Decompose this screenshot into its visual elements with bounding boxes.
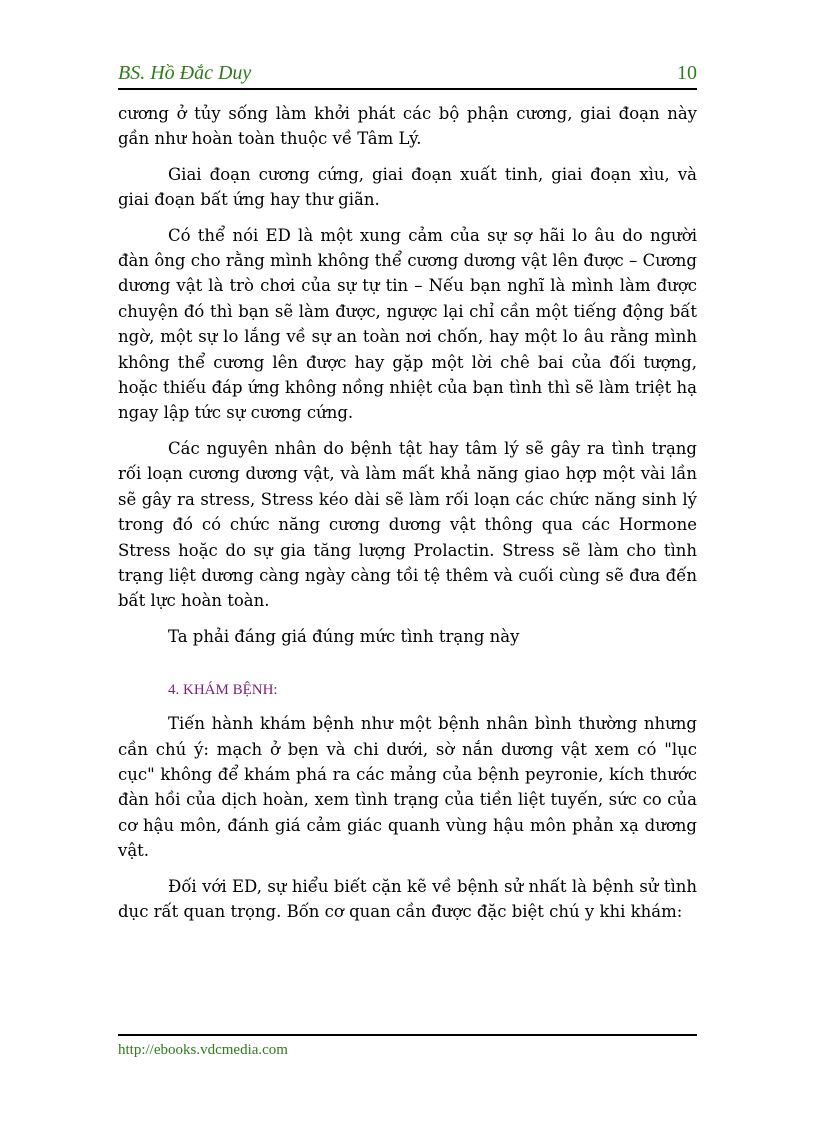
- paragraph: cương ở tủy sống làm khởi phát các bộ phận cương, giai đoạn này gần như hoàn toàn thuộc về Tâm Lý.: [118, 104, 697, 149]
- footer-link[interactable]: http://ebooks.vdcmedia.com: [118, 1042, 288, 1058]
- section-heading: 4. KHÁM BỆNH:: [168, 682, 278, 699]
- header-author: BS. Hồ Đắc Duy: [118, 62, 252, 84]
- page-number: 10: [677, 62, 697, 84]
- paragraph: Các nguyên nhân do bệnh tật hay tâm lý sẽ gây ra tình trạng rối loạn cương dương vật, và làm mất khả năng giao hợp một vài lần sẽ gây ra stress, Stress kéo dài sẽ làm rối loạn các chức năng sinh lý trong đó có chức năng cương dương vật thông qua các Hormone Stress hoặc do sự gia tăng lượng Prolactin. Stress sẽ làm cho tình trạng liệt dương càng ngày càng tồi tệ thêm và cuối cùng sẽ đưa đến bất lực hoàn toàn.: [118, 438, 697, 611]
- paragraph: Đối với ED, sự hiểu biết cặn kẽ về bệnh sử nhất là bệnh sử tình dục rất quan trọng. Bốn cơ quan cần được đặc biệt chú y khi khám:: [118, 876, 697, 921]
- page-body: [118, 101, 697, 934]
- paragraph: Tiến hành khám bệnh như một bệnh nhân bình thường nhưng cần chú ý: mạch ở bẹn và chi dưới, sờ nắn dương vật xem có "lục cục" không để khám phá ra các mảng của bệnh peyronie, kích thước đàn hồi của dịch hoàn, xem tình trạng của tiền liệt tuyến, sức co của cơ hậu môn, đánh giá cảm giác quanh vùng hậu môn phản xạ dương vật.: [118, 714, 697, 861]
- paragraph: Giai đoạn cương cứng, giai đoạn xuất tinh, giai đoạn xìu, và giai đoạn bất ứng hay thư giãn.: [118, 164, 697, 210]
- paragraph: Ta phải đáng giá đúng mức tình trạng này: [168, 626, 520, 646]
- footer-divider: [118, 1034, 697, 1036]
- paragraph: Có thể nói ED là một xung cảm của sự sợ hãi lo âu do người đàn ông cho rằng mình không thể cương dương vật lên được – Cương dương vật là trò chơi của sự tự tin – Nếu bạn nghĩ là mình làm được chuyện đó thì bạn sẽ làm được, ngược lại chỉ cần một tiếng động bất ngờ, một sự lo lắng về sự an toàn nơi chốn, hay một lo âu rằng mình không thể cương lên được hay gặp một lời chê bai của đối tượng, hoặc thiếu đáp ứng không nồng nhiệt của bạn tình thì sẽ làm triệt hạ ngay lập tức sự cương cứng.: [118, 225, 697, 423]
- page-header: [118, 62, 697, 90]
